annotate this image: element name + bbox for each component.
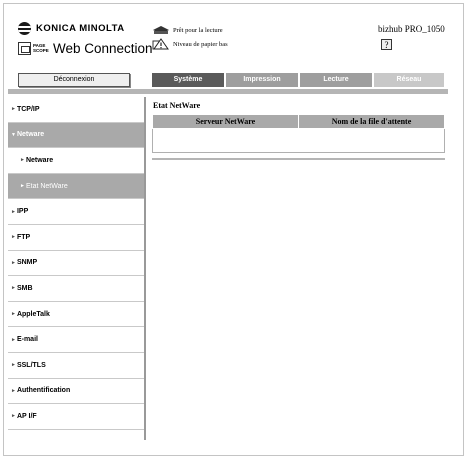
arrow-right-icon: ► — [11, 311, 16, 318]
arrow-right-icon: ► — [11, 208, 16, 215]
sidebar-item-label: SNMP — [16, 259, 38, 267]
table-header-row — [153, 115, 445, 129]
tab-systeme[interactable]: Système — [152, 73, 224, 87]
tab-impression[interactable]: Impression — [226, 73, 298, 87]
arrow-right-icon: ► — [11, 259, 16, 266]
column-header-server: Serveur NetWare — [153, 115, 299, 129]
sidebar-item-ap-if[interactable] — [8, 404, 144, 430]
sidebar-item-ssl-tls[interactable] — [8, 353, 144, 379]
column-header-queue: Nom de la file d'attente — [299, 115, 445, 129]
help-icon[interactable]: ? — [381, 39, 392, 50]
page-title: Etat NetWare — [153, 101, 201, 110]
sidebar-item-label: AppleTalk — [16, 310, 50, 318]
sidebar-item-ftp[interactable] — [8, 225, 144, 251]
sidebar-item-netware[interactable] — [8, 148, 144, 174]
logo-area — [18, 20, 153, 60]
sidebar-item-label: SSL/TLS — [16, 361, 46, 369]
arrow-right-icon: ► — [20, 183, 25, 190]
tab-lecture[interactable]: Lecture — [300, 73, 372, 87]
konica-minolta-logo — [18, 21, 125, 35]
sidebar-item-label: Netware — [25, 156, 54, 164]
sidebar-item-email[interactable] — [8, 327, 144, 353]
status-ready — [152, 23, 228, 37]
logout-button[interactable]: Déconnexion — [18, 73, 130, 87]
scanner-icon — [152, 24, 170, 36]
sidebar-item-tcpip[interactable] — [8, 97, 144, 123]
sidebar-item-etat-netware[interactable] — [8, 174, 144, 200]
sidebar-item-smb[interactable] — [8, 276, 144, 302]
arrow-right-icon: ► — [11, 387, 16, 394]
sidebar-item-label: FTP — [16, 233, 31, 241]
status-ready-text: Prêt pour la lecture — [173, 26, 223, 34]
sidebar-item-authentification[interactable] — [8, 379, 144, 405]
sidebar-item-label: Etat NetWare — [25, 182, 68, 190]
sidebar-item-appletalk[interactable] — [8, 302, 144, 328]
header-divider — [8, 89, 448, 94]
sidebar-item-label: E-mail — [16, 336, 38, 344]
sidebar-item-ipp[interactable] — [8, 199, 144, 225]
arrow-right-icon: ► — [11, 234, 16, 241]
sidebar-item-label: IPP — [16, 208, 29, 216]
sidebar-item-label: Authentification — [16, 387, 71, 395]
arrow-down-icon: ▼ — [11, 131, 16, 138]
sidebar — [8, 97, 146, 440]
sidebar-item-label: Netware — [16, 131, 45, 139]
arrow-right-icon: ► — [11, 413, 16, 420]
arrow-right-icon: ► — [20, 157, 25, 164]
arrow-right-icon: ► — [11, 336, 16, 343]
brand-name: KONICA MINOLTA — [36, 22, 125, 34]
sidebar-item-label: SMB — [16, 284, 33, 292]
device-status — [152, 23, 228, 51]
pagescope-icon — [18, 42, 31, 55]
sidebar-item-label: TCP/IP — [16, 105, 40, 113]
arrow-right-icon: ► — [11, 106, 16, 113]
table-row — [153, 129, 445, 153]
product-name: bizhub PRO_1050 — [378, 24, 445, 34]
sidebar-item-snmp[interactable] — [8, 251, 144, 277]
pagescope-label: PAGE SCOPE — [33, 43, 49, 53]
web-connection-logo — [18, 40, 153, 56]
table-cell-empty — [153, 129, 299, 153]
app-title: Web Connection — [53, 40, 153, 56]
content-divider — [152, 158, 445, 160]
status-paper-low — [152, 37, 228, 51]
tab-reseau[interactable]: Réseau — [374, 73, 444, 87]
netware-status-table — [152, 114, 445, 153]
sidebar-item-netware-group[interactable] — [8, 123, 144, 149]
arrow-right-icon: ► — [11, 285, 16, 292]
status-paper-low-text: Niveau de papier bas — [173, 40, 228, 48]
konica-minolta-globe-icon — [18, 22, 31, 35]
table-cell-empty — [299, 129, 445, 153]
arrow-right-icon: ► — [11, 362, 16, 369]
sidebar-item-label: AP I/F — [16, 412, 37, 420]
paper-low-warning-icon — [152, 38, 170, 50]
main-tabs — [152, 73, 446, 87]
